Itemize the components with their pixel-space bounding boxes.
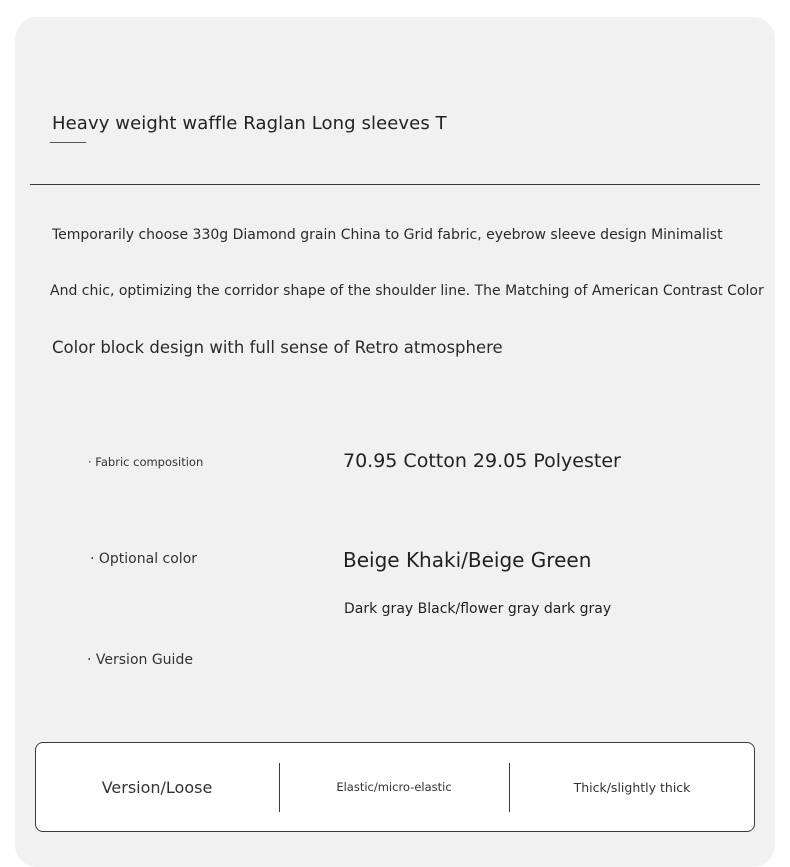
optional-color-label: · Optional color — [90, 551, 198, 567]
version-thickness-cell: Thick/slightly thick — [573, 779, 691, 795]
version-guide-table — [35, 742, 755, 832]
description-line-3: Color block design with full sense of Retro atmosphere — [52, 338, 503, 357]
description-line-2: And chic, optimizing the corridor shape of the shoulder line. The Matching of American Contrast Color — [50, 283, 764, 299]
version-fit-cell: Version/Loose — [101, 777, 213, 797]
optional-color-value-secondary: Dark gray Black/flower gray dark gray — [344, 601, 612, 617]
version-elasticity-cell: Elastic/micro-elastic — [336, 780, 452, 794]
product-detail-card — [15, 17, 775, 867]
title-accent-line — [50, 142, 86, 143]
fabric-composition-value: 70.95 Cotton 29.05 Polyester — [343, 450, 621, 472]
product-title: Heavy weight waffle Raglan Long sleeves T — [52, 113, 447, 134]
version-guide-label: · Version Guide — [87, 652, 193, 668]
section-divider — [30, 184, 760, 185]
optional-color-value-primary: Beige Khaki/Beige Green — [343, 548, 592, 572]
fabric-composition-label: · Fabric composition — [88, 455, 204, 469]
description-line-1: Temporarily choose 330g Diamond grain China to Grid fabric, eyebrow sleeve design Minimalist — [52, 227, 723, 243]
